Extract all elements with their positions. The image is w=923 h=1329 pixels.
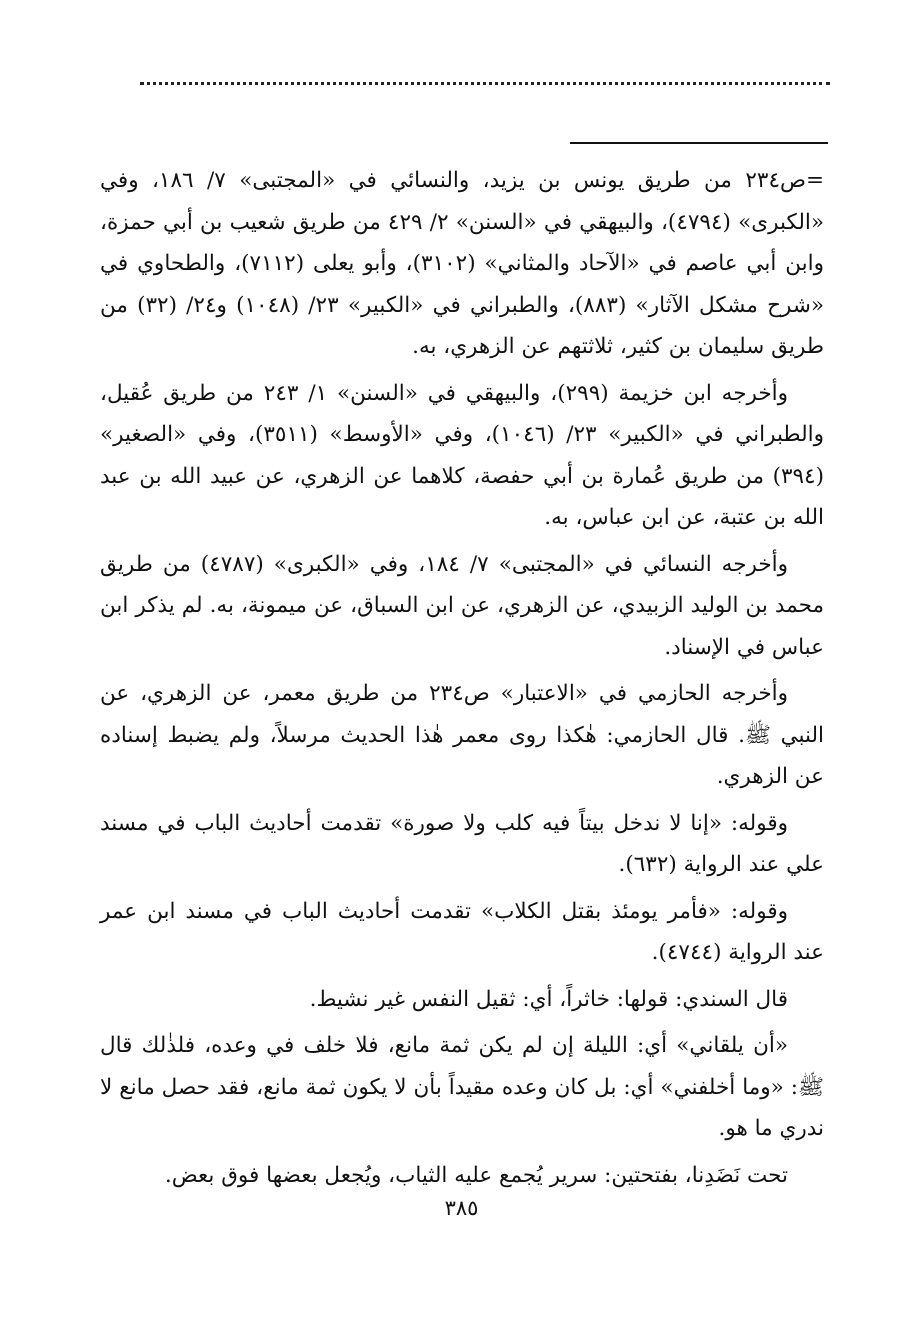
footnote-text xyxy=(100,160,824,1201)
footnote-paragraph-8: «أن يلقاني» أي: الليلة إن لم يكن ثمة مانع، فلا خلف في وعده، فلذٰلك قال ﷺ: «وما أخلفني» أي: بل كان وعده مقيداً بأن لا يكون ثمة مانع، فقد حصل مانع لا ندري ما هو. xyxy=(100,1033,824,1141)
footnote-paragraph-1 xyxy=(100,160,824,368)
page-number: ٣٨٥ xyxy=(444,1196,479,1220)
footnote-paragraph-4: وأخرجه الحازمي في «الاعتبار» ص٢٣٤ من طريق معمر، عن الزهري، عن النبي ﷺ. قال الحازمي: هٰكذا روى معمر هٰذا الحديث مرسلاً، ولم يضبط إسناده عن الزهري. xyxy=(100,681,824,789)
footnote-paragraph-9: تحت نَضَدِنا، بفتحتين: سرير يُجمع عليه الثياب، ويُجعل بعضها فوق بعض. xyxy=(164,1162,788,1188)
dotted-separator xyxy=(140,82,830,105)
footnote-paragraph-7: قال السندي: قولها: خاثراً، أي: ثقيل النفس غير نشيط. xyxy=(309,986,788,1012)
footnote-paragraph-5: وقوله: «إنا لا ندخل بيتاً فيه كلب ولا صورة» تقدمت أحاديث الباب في مسند علي عند الرواية (٦٣٢). xyxy=(100,810,824,877)
footnote-paragraph-2: وأخرجه ابن خزيمة (٢٩٩)، والبيهقي في «السنن» ١/ ٢٤٣ من طريق عُقيل، والطبراني في «الكبير» ٢٣/ (١٠٤٦)، وفي «الأوسط» (٣٥١١)، وفي «الصغير» (٣٩٤) من طريق عُمارة بن أبي حفصة، كلاهما عن الزهري، عن عبيد الله بن عبد الله بن عتبة، عن ابن عباس، به. xyxy=(100,380,824,530)
footnote-paragraph-3: وأخرجه النسائي في «المجتبى» ٧/ ١٨٤، وفي «الكبرى» (٤٧٨٧) من طريق محمد بن الوليد الزبيدي، عن الزهري، عن ابن السباق، عن ميمونة، به. لم يذكر ابن عباس في الإسناد. xyxy=(100,551,824,660)
footnote-paragraph-6: وقوله: «فأمر يومئذ بقتل الكلاب» تقدمت أحاديث الباب في مسند ابن عمر عند الرواية (٤٧٤٤). xyxy=(100,898,824,965)
paragraph-text: ص٢٣٤ من طريق يونس بن يزيد، والنسائي في «المجتبى» ٧/ ١٨٦، وفي «الكبرى» (٤٧٩٤)، والبيهقي في «السنن» ٢/ ٤٢٩ من طريق شعيب بن أبي حمزة، وابن أبي عاصم في «الآحاد والمثاني» (٣١٠٢)، وأبو يعلى (٧١١٢)، والطحاوي في «شرح مشكل الآثار» (٨٨٣)، والطبراني في «الكبير» ٢٣/ (١٠٤٨) و٢٤/ (٣٢) من طريق سليمان بن كثير، ثلاثتهم عن الزهري، به. xyxy=(100,168,825,359)
continuation-marker: = xyxy=(806,168,825,193)
footnote-rule xyxy=(570,142,828,144)
